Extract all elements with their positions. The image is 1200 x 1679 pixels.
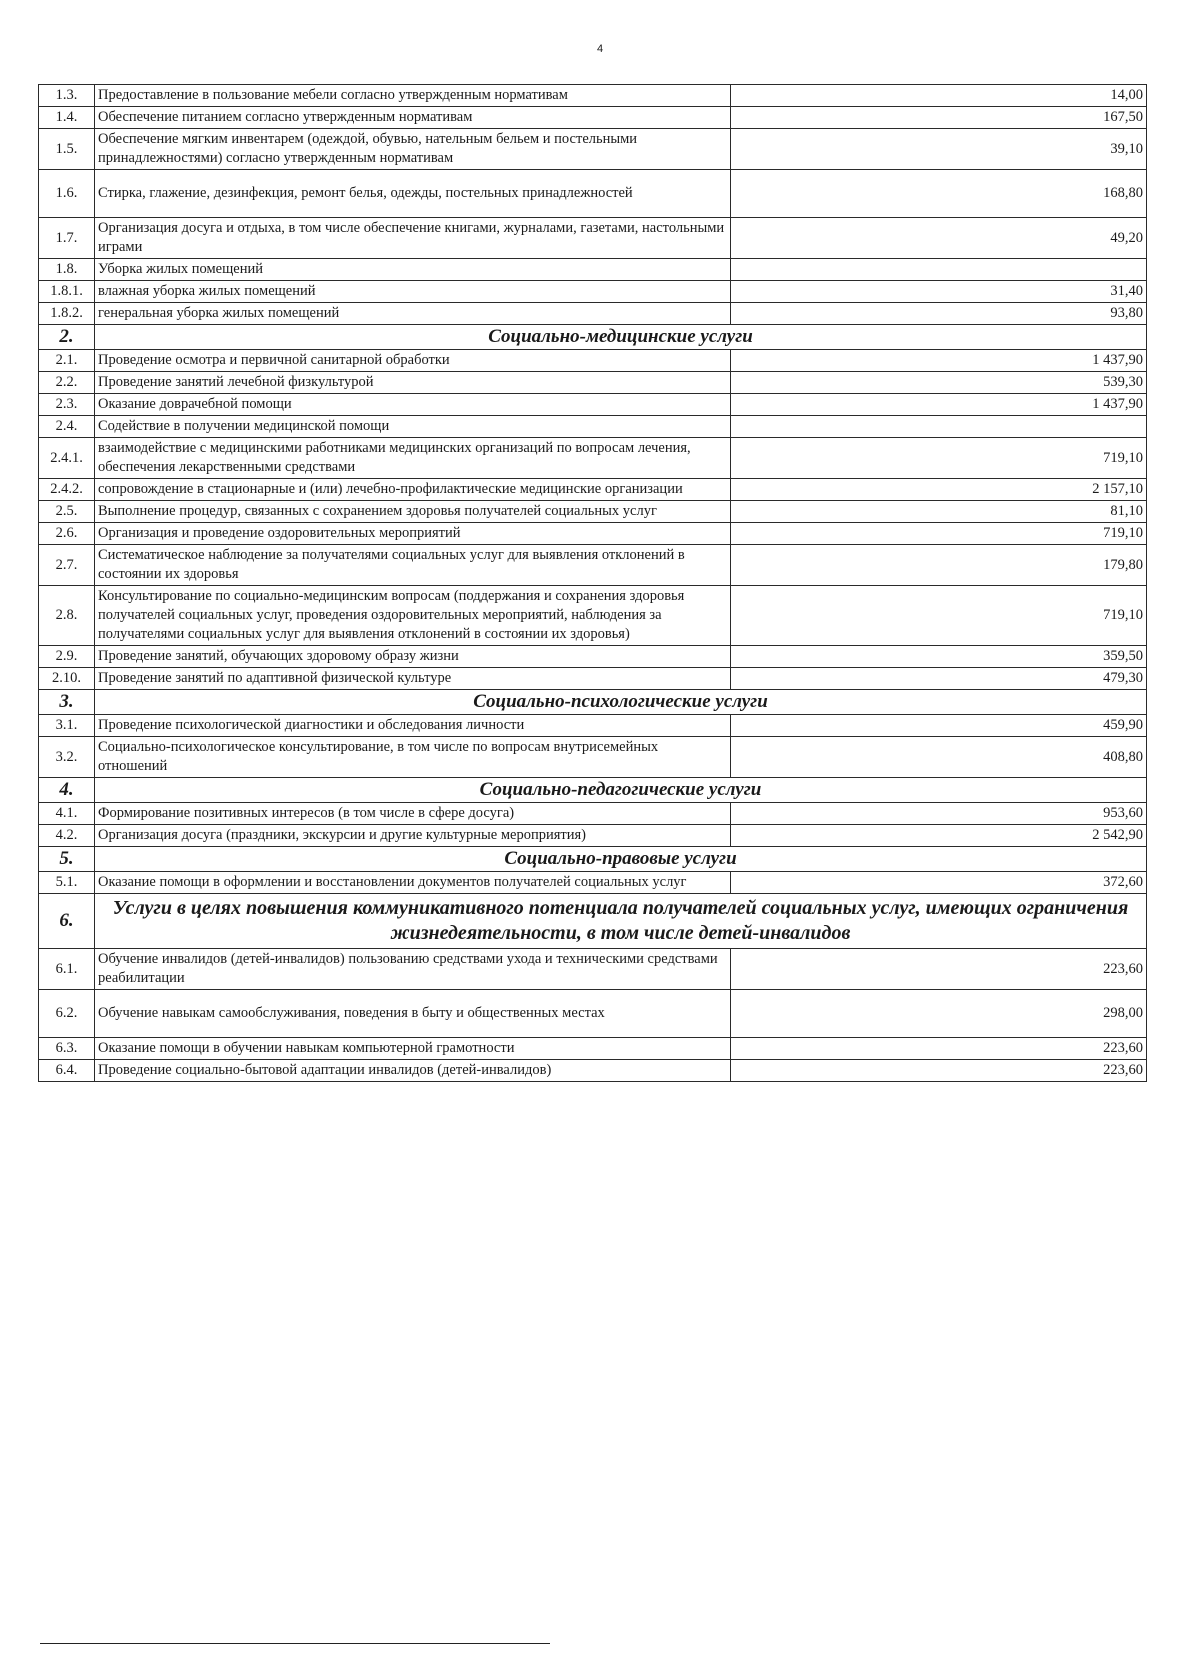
- table-row: [39, 949, 1147, 990]
- service-number: 2.5.: [39, 501, 95, 523]
- service-number: 1.8.1.: [39, 281, 95, 303]
- service-number: 2.7.: [39, 545, 95, 586]
- section-number: 6.: [39, 894, 95, 949]
- service-number: 2.3.: [39, 394, 95, 416]
- service-number: 6.1.: [39, 949, 95, 990]
- service-description: Предоставление в пользование мебели согласно утвержденным нормативам: [95, 85, 731, 107]
- service-description: генеральная уборка жилых помещений: [95, 303, 731, 325]
- service-price: 167,50: [731, 107, 1147, 129]
- section-title: Социально-медицинские услуги: [95, 325, 1147, 350]
- service-description: Обучение инвалидов (детей-инвалидов) пользованию средствами ухода и техническими средствами реабилитации: [95, 949, 731, 990]
- table-row: [39, 281, 1147, 303]
- service-number: 2.4.2.: [39, 479, 95, 501]
- service-price: 39,10: [731, 129, 1147, 170]
- section-number: 3.: [39, 690, 95, 715]
- page-number: 4: [596, 43, 604, 55]
- section-header-row: [39, 778, 1147, 803]
- service-price: 14,00: [731, 85, 1147, 107]
- table-row: [39, 803, 1147, 825]
- service-number: 1.4.: [39, 107, 95, 129]
- service-price: [731, 416, 1147, 438]
- footer-rule: [40, 1643, 550, 1644]
- service-price: 479,30: [731, 668, 1147, 690]
- table-row: [39, 350, 1147, 372]
- service-description: Организация досуга и отдыха, в том числе обеспечение книгами, журналами, газетами, настольными играми: [95, 218, 731, 259]
- service-number: 5.1.: [39, 872, 95, 894]
- table-row: [39, 523, 1147, 545]
- service-number: 2.10.: [39, 668, 95, 690]
- service-description: Уборка жилых помещений: [95, 259, 731, 281]
- service-number: 2.9.: [39, 646, 95, 668]
- service-description: влажная уборка жилых помещений: [95, 281, 731, 303]
- service-number: 6.2.: [39, 990, 95, 1038]
- service-price: 168,80: [731, 170, 1147, 218]
- service-price: 372,60: [731, 872, 1147, 894]
- service-number: 1.8.2.: [39, 303, 95, 325]
- service-description: Проведение занятий по адаптивной физической культуре: [95, 668, 731, 690]
- service-description: Проведение занятий, обучающих здоровому образу жизни: [95, 646, 731, 668]
- service-description: Стирка, глажение, дезинфекция, ремонт белья, одежды, постельных принадлежностей: [95, 170, 731, 218]
- service-description: Оказание помощи в оформлении и восстановлении документов получателей социальных услуг: [95, 872, 731, 894]
- service-description: Обеспечение мягким инвентарем (одеждой, обувью, нательным бельем и постельными принадлежностями) согласно утвержденным нормативам: [95, 129, 731, 170]
- table-row: [39, 85, 1147, 107]
- service-number: 4.2.: [39, 825, 95, 847]
- section-title: Социально-правовые услуги: [95, 847, 1147, 872]
- service-description: Обеспечение питанием согласно утвержденным нормативам: [95, 107, 731, 129]
- service-price: 719,10: [731, 438, 1147, 479]
- service-price: 223,60: [731, 1038, 1147, 1060]
- table-row: [39, 107, 1147, 129]
- table-row: [39, 668, 1147, 690]
- service-price: 359,50: [731, 646, 1147, 668]
- service-description: Содействие в получении медицинской помощи: [95, 416, 731, 438]
- service-price: 93,80: [731, 303, 1147, 325]
- service-price: [731, 259, 1147, 281]
- service-number: 2.4.1.: [39, 438, 95, 479]
- table-row: [39, 170, 1147, 218]
- section-header-row: [39, 690, 1147, 715]
- service-price: 719,10: [731, 586, 1147, 646]
- table-body: [39, 85, 1147, 1082]
- service-price: 539,30: [731, 372, 1147, 394]
- service-price: 81,10: [731, 501, 1147, 523]
- service-description: Проведение социально-бытовой адаптации инвалидов (детей-инвалидов): [95, 1060, 731, 1082]
- service-description: Систематическое наблюдение за получателями социальных услуг для выявления отклонений в состоянии их здоровья: [95, 545, 731, 586]
- service-number: 1.6.: [39, 170, 95, 218]
- service-price: 953,60: [731, 803, 1147, 825]
- table-row: [39, 416, 1147, 438]
- service-price: 2 157,10: [731, 479, 1147, 501]
- service-price: 459,90: [731, 715, 1147, 737]
- service-price: 298,00: [731, 990, 1147, 1038]
- table-row: [39, 259, 1147, 281]
- services-tariff-table: [38, 84, 1147, 1082]
- table-row: [39, 479, 1147, 501]
- service-number: 2.2.: [39, 372, 95, 394]
- service-number: 3.1.: [39, 715, 95, 737]
- section-number: 2.: [39, 325, 95, 350]
- table-row: [39, 646, 1147, 668]
- section-header-row: [39, 847, 1147, 872]
- section-header-row: [39, 894, 1147, 949]
- service-description: Проведение осмотра и первичной санитарной обработки: [95, 350, 731, 372]
- section-number: 5.: [39, 847, 95, 872]
- table-row: [39, 990, 1147, 1038]
- section-title: Услуги в целях повышения коммуникативного потенциала получателей социальных услуг, имеющих ограничения жизнедеятельности, в том числе детей-инвалидов: [95, 894, 1147, 949]
- table-row: [39, 394, 1147, 416]
- service-description: взаимодействие с медицинскими работниками медицинских организаций по вопросам лечения, обеспечения лекарственными средствами: [95, 438, 731, 479]
- service-number: 6.4.: [39, 1060, 95, 1082]
- service-description: Обучение навыкам самообслуживания, поведения в быту и общественных местах: [95, 990, 731, 1038]
- service-price: 2 542,90: [731, 825, 1147, 847]
- service-description: сопровождение в стационарные и (или) лечебно-профилактические медицинские организации: [95, 479, 731, 501]
- service-number: 2.1.: [39, 350, 95, 372]
- service-price: 49,20: [731, 218, 1147, 259]
- service-description: Консультирование по социально-медицинским вопросам (поддержания и сохранения здоровья получателей социальных услуг, проведения оздоровительных мероприятий, наблюдения за получателями социальных услуг для выявления отклонений в состоянии их здоровья): [95, 586, 731, 646]
- table-row: [39, 872, 1147, 894]
- service-number: 4.1.: [39, 803, 95, 825]
- table-row: [39, 715, 1147, 737]
- table-row: [39, 129, 1147, 170]
- table-row: [39, 501, 1147, 523]
- service-description: Формирование позитивных интересов (в том числе в сфере досуга): [95, 803, 731, 825]
- section-title: Социально-педагогические услуги: [95, 778, 1147, 803]
- service-price: 223,60: [731, 1060, 1147, 1082]
- table-row: [39, 218, 1147, 259]
- section-number: 4.: [39, 778, 95, 803]
- service-price: 719,10: [731, 523, 1147, 545]
- service-number: 1.3.: [39, 85, 95, 107]
- service-price: 223,60: [731, 949, 1147, 990]
- service-number: 2.6.: [39, 523, 95, 545]
- table-row: [39, 825, 1147, 847]
- service-description: Организация досуга (праздники, экскурсии и другие культурные мероприятия): [95, 825, 731, 847]
- table-row: [39, 372, 1147, 394]
- service-price: 1 437,90: [731, 350, 1147, 372]
- table-row: [39, 438, 1147, 479]
- service-number: 6.3.: [39, 1038, 95, 1060]
- service-number: 1.5.: [39, 129, 95, 170]
- service-price: 31,40: [731, 281, 1147, 303]
- service-number: 1.8.: [39, 259, 95, 281]
- section-header-row: [39, 325, 1147, 350]
- service-number: 2.8.: [39, 586, 95, 646]
- service-price: 408,80: [731, 737, 1147, 778]
- service-description: Проведение психологической диагностики и обследования личности: [95, 715, 731, 737]
- service-price: 179,80: [731, 545, 1147, 586]
- service-description: Проведение занятий лечебной физкультурой: [95, 372, 731, 394]
- table-row: [39, 586, 1147, 646]
- service-description: Организация и проведение оздоровительных мероприятий: [95, 523, 731, 545]
- service-price: 1 437,90: [731, 394, 1147, 416]
- table-row: [39, 1038, 1147, 1060]
- table-row: [39, 737, 1147, 778]
- service-number: 1.7.: [39, 218, 95, 259]
- service-description: Оказание помощи в обучении навыкам компьютерной грамотности: [95, 1038, 731, 1060]
- service-description: Оказание доврачебной помощи: [95, 394, 731, 416]
- table-row: [39, 1060, 1147, 1082]
- service-description: Социально-психологическое консультирование, в том числе по вопросам внутрисемейных отношений: [95, 737, 731, 778]
- service-description: Выполнение процедур, связанных с сохранением здоровья получателей социальных услуг: [95, 501, 731, 523]
- section-title: Социально-психологические услуги: [95, 690, 1147, 715]
- service-number: 3.2.: [39, 737, 95, 778]
- table-row: [39, 303, 1147, 325]
- table-row: [39, 545, 1147, 586]
- service-number: 2.4.: [39, 416, 95, 438]
